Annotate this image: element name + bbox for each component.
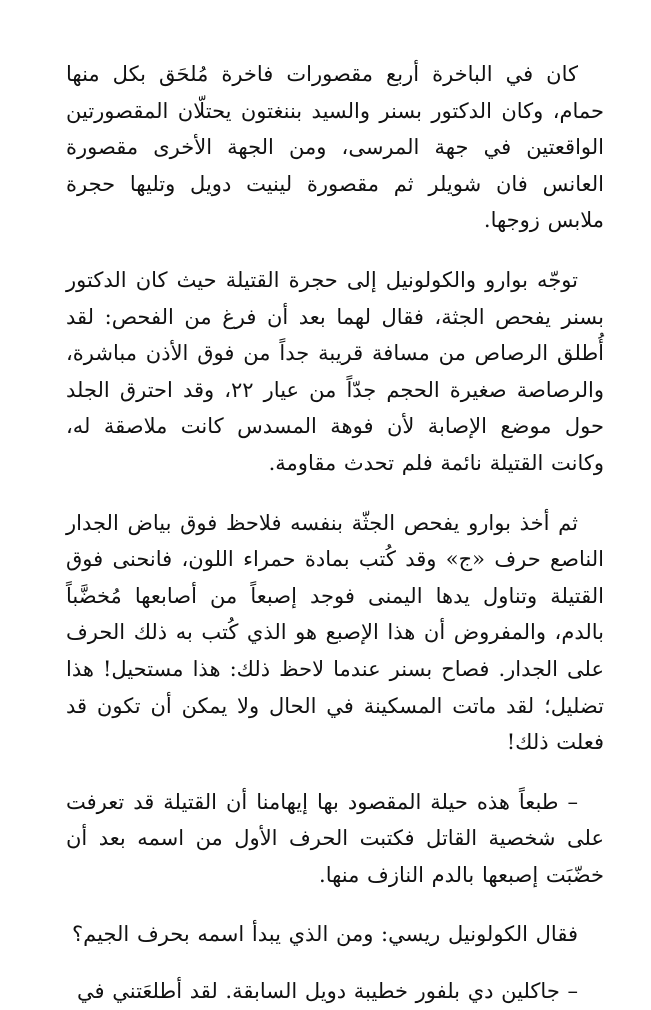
paragraph-gap [66, 893, 604, 916]
paragraph-jacqueline: – جاكلين دي بلفور خطيبة دويل السابقة. لقد أطلعَتني في [77, 979, 578, 1004]
paragraph-letter-on-wall: ثم أخذ بوارو يفحص الجثّة بنفسه فلاحظ فوق بياض الجدار الناصع حرف «ج» وقد كُتب بمادة حمراء اللون، فانحنى فوق القتيلة وتناول يدها اليمنى فوجد إصبعاً من أصابعها مُخضَّباً بالدم، والمفروض أن هذا الإصبع هو الذي كُتب به ذلك الحرف على الجدار. فصاح بسنر عندما لاحظ ذلك: هذا مستحيل! هذا تضليل؛ لقد ماتت المسكينة في الحال ولا يمكن أن تكون قد فعلت ذلك! [66, 510, 604, 755]
paragraph-gap [66, 482, 604, 505]
paragraph-doctor-examination: توجّه بوارو والكولونيل إلى حجرة القتيلة حيث كان الدكتور بسنر يفحص الجثة، فقال لهما بعد أن فرغ من الفحص: لقد أُطلق الرصاص من مسافة قريبة جداً من فوق الأذن مباشرة، والرصاصة صغيرة الحجم جدّاً من عيار ٢٢، وقد احترق الجلد حول موضع الإصابة لأن فوهة المسدس كانت ملاصقة له، وكانت القتيلة نائمة فلم تحدث مقاومة. [66, 267, 604, 475]
paragraph-cabins: كان في الباخرة أربع مقصورات فاخرة مُلحَق بكل منها حمام، وكان الدكتور بسنر والسيد بننغتون يحتلّان المقصورتين الواقعتين في جهة المرسى، ومن الجهة الأخرى مقصورة العانس فان شويلر ثم مقصورة لينيت دويل وتليها حجرة ملابس زوجها. [66, 62, 604, 233]
paragraph-colonel-question: فقال الكولونيل ريسي: ومن الذي يبدأ اسمه بحرف الجيم؟ [72, 922, 578, 947]
paragraph-gap [66, 239, 604, 262]
paragraph-gap [66, 953, 604, 973]
book-page [66, 56, 604, 1010]
paragraph-dialogue-trick: – طبعاً هذه حيلة المقصود بها إيهامنا أن القتيلة قد تعرفت على شخصية القاتل فكتبت الحرف الأول من اسمه بعد أن خضّبَت إصبعها بالدم النازف منها. [66, 789, 604, 887]
paragraph-gap [66, 761, 604, 784]
